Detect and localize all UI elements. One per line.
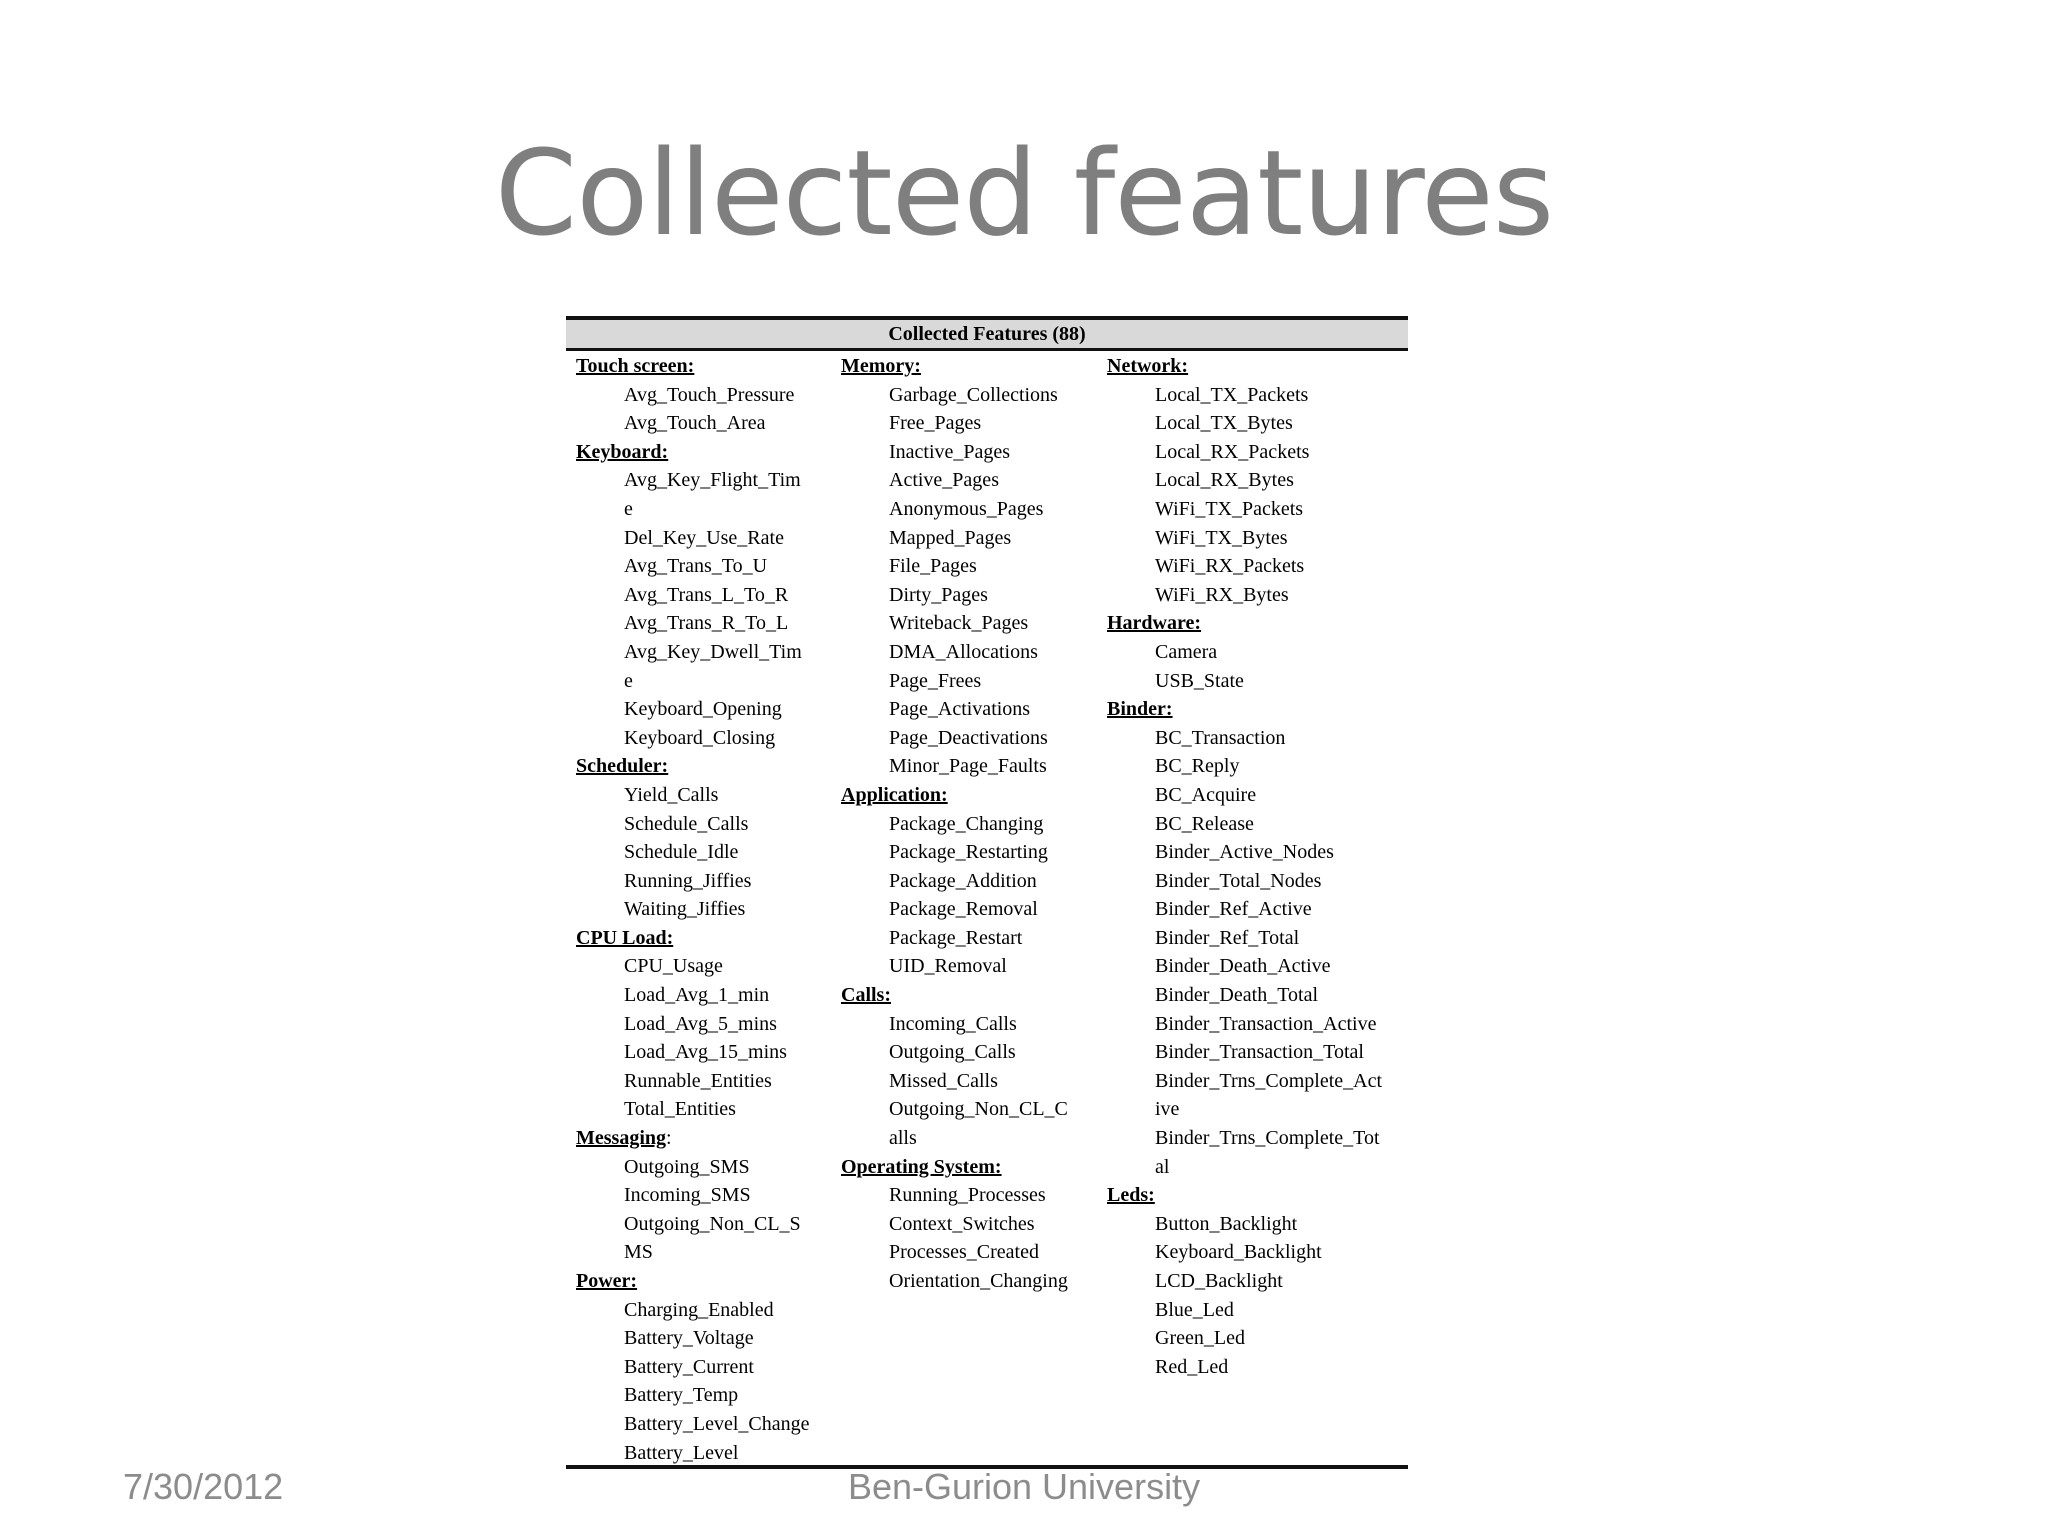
category-heading (841, 352, 1091, 381)
feature-item: Red_Led (1155, 1355, 1229, 1378)
feature-item: Package_Restarting (889, 841, 1048, 864)
feature-item: BC_Acquire (1155, 783, 1257, 806)
feature-item: WiFi_TX_Bytes (1155, 526, 1288, 549)
feature-item: Runnable_Entities (624, 1069, 772, 1092)
feature-item: WiFi_RX_Packets (1155, 555, 1305, 578)
feature-item: Minor_Page_Faults (889, 755, 1047, 778)
feature-item: Avg_Touch_Pressure (624, 383, 795, 406)
feature-item: UID_Removal (889, 955, 1007, 978)
category-heading (576, 752, 826, 781)
category-heading (841, 1153, 1091, 1182)
feature-item: al (1155, 1155, 1170, 1178)
category-label: Hardware: (1107, 612, 1202, 635)
feature-item: Local_RX_Packets (1155, 440, 1310, 463)
feature-item: Load_Avg_1_min (624, 984, 770, 1007)
feature-item: Load_Avg_5_mins (624, 1012, 777, 1035)
feature-item: Package_Removal (889, 898, 1038, 921)
feature-item: Battery_Temp (624, 1384, 739, 1407)
feature-item: e (624, 669, 633, 692)
feature-item: BC_Reply (1155, 755, 1240, 778)
feature-item: Schedule_Idle (624, 841, 739, 864)
feature-item: Battery_Level_Change (624, 1412, 810, 1435)
feature-item: Button_Backlight (1155, 1212, 1298, 1235)
feature-item: Keyboard_Opening (624, 698, 782, 721)
category-label: Messaging (576, 1127, 666, 1150)
category-heading (576, 1267, 826, 1296)
feature-item: Binder_Death_Total (1155, 984, 1318, 1007)
feature-item: Running_Jiffies (624, 869, 752, 892)
feature-item: MS (624, 1241, 653, 1264)
feature-item: Binder_Trns_Complete_Tot (1155, 1127, 1380, 1150)
feature-item: Page_Deactivations (889, 726, 1048, 749)
feature-item: Charging_Enabled (624, 1298, 774, 1321)
feature-item: Context_Switches (889, 1212, 1035, 1235)
feature-item: Yield_Calls (624, 783, 719, 806)
category-heading (1107, 352, 1407, 381)
category-heading (1107, 1181, 1407, 1210)
feature-item: Avg_Touch_Area (624, 412, 766, 435)
category-label: Leds: (1107, 1184, 1155, 1207)
category-label: Network: (1107, 355, 1189, 377)
table-header: Collected Features (88) (566, 316, 1408, 351)
feature-item: File_Pages (889, 555, 977, 578)
feature-item: Active_Pages (889, 469, 999, 492)
feature-item: LCD_Backlight (1155, 1270, 1283, 1292)
feature-item: Local_RX_Bytes (1155, 469, 1294, 492)
category-label: Scheduler: (576, 755, 669, 778)
category-label: Calls: (841, 984, 891, 1007)
feature-item: Orientation_Changing (889, 1270, 1068, 1292)
category-label: Application: (841, 783, 948, 806)
category-heading (576, 1124, 826, 1153)
feature-item: Battery_Current (624, 1355, 754, 1378)
feature-item: Binder_Death_Active (1155, 955, 1331, 978)
feature-item: Package_Changing (889, 812, 1044, 835)
category-heading (841, 781, 1091, 810)
category-label: Memory: (841, 355, 921, 377)
footer-date: 7/30/2012 (123, 1466, 284, 1507)
feature-item: Outgoing_Calls (889, 1041, 1016, 1064)
feature-item: Package_Restart (889, 926, 1023, 949)
feature-item: Local_TX_Bytes (1155, 412, 1293, 435)
feature-item: CPU_Usage (624, 955, 723, 978)
feature-item: Total_Entities (624, 1098, 736, 1121)
category-heading (841, 981, 1091, 1010)
feature-item: Avg_Key_Flight_Tim (624, 469, 801, 492)
feature-item: Binder_Trns_Complete_Act (1155, 1069, 1383, 1092)
feature-item: Mapped_Pages (889, 526, 1012, 549)
feature-item: Battery_Level (624, 1441, 739, 1464)
feature-item: Dirty_Pages (889, 583, 988, 606)
feature-item: Keyboard_Closing (624, 726, 776, 749)
feature-item: Avg_Key_Dwell_Tim (624, 640, 802, 663)
category-label: Keyboard: (576, 440, 669, 463)
feature-item: Avg_Trans_R_To_L (624, 612, 789, 635)
feature-item: Binder_Ref_Total (1155, 926, 1300, 949)
feature-item: Schedule_Calls (624, 812, 749, 835)
feature-item: USB_State (1155, 669, 1244, 692)
feature-item: Load_Avg_15_mins (624, 1041, 787, 1064)
feature-item: Anonymous_Pages (889, 497, 1044, 520)
feature-item: Avg_Trans_To_U (624, 555, 768, 578)
feature-item: Incoming_Calls (889, 1012, 1017, 1035)
feature-item: Running_Processes (889, 1184, 1046, 1207)
category-heading (1107, 695, 1407, 724)
feature-item: BC_Release (1155, 812, 1254, 835)
feature-item: Free_Pages (889, 412, 982, 435)
feature-item: Binder_Transaction_Active (1155, 1012, 1377, 1035)
feature-item: Garbage_Collections (889, 383, 1058, 406)
feature-item: Outgoing_Non_CL_C (889, 1098, 1068, 1121)
feature-item: Battery_Voltage (624, 1327, 754, 1350)
feature-item: Outgoing_Non_CL_S (624, 1212, 801, 1235)
feature-item: Binder_Transaction_Total (1155, 1041, 1364, 1064)
feature-item: Writeback_Pages (889, 612, 1029, 635)
feature-item: Local_TX_Packets (1155, 383, 1309, 406)
feature-item: Missed_Calls (889, 1069, 998, 1092)
slide-title: Collected features (494, 124, 1554, 262)
features-table (566, 316, 1408, 1468)
table-column-2 (841, 352, 1091, 1296)
feature-item: BC_Transaction (1155, 726, 1286, 749)
feature-item: Page_Frees (889, 669, 982, 692)
category-label: Operating System: (841, 1155, 1002, 1178)
category-heading (576, 438, 826, 467)
feature-item: Page_Activations (889, 698, 1031, 721)
feature-item: Blue_Led (1155, 1298, 1234, 1321)
feature-item: DMA_Allocations (889, 640, 1038, 663)
feature-item: Binder_Active_Nodes (1155, 841, 1334, 864)
feature-item: WiFi_RX_Bytes (1155, 583, 1289, 606)
feature-item: Outgoing_SMS (624, 1155, 750, 1178)
feature-item: Processes_Created (889, 1241, 1039, 1264)
category-heading (576, 352, 826, 381)
category-label: Power: (576, 1270, 638, 1292)
feature-item: Incoming_SMS (624, 1184, 751, 1207)
table-column-3 (1107, 352, 1407, 1381)
feature-item: Package_Addition (889, 869, 1037, 892)
feature-item: Camera (1155, 640, 1218, 663)
category-label: CPU Load: (576, 926, 674, 949)
category-suffix: : (666, 1127, 672, 1150)
feature-item: Waiting_Jiffies (624, 898, 746, 921)
category-label: Touch screen: (576, 355, 695, 377)
feature-item: e (624, 497, 633, 520)
feature-item: Avg_Trans_L_To_R (624, 583, 789, 606)
feature-item: Inactive_Pages (889, 440, 1011, 463)
footer-institution: Ben-Gurion University (847, 1466, 1201, 1507)
category-heading (1107, 609, 1407, 638)
feature-item: Keyboard_Backlight (1155, 1241, 1322, 1264)
table-column-1 (576, 352, 826, 1467)
feature-item: Del_Key_Use_Rate (624, 526, 784, 549)
feature-item: alls (889, 1127, 917, 1150)
feature-item: Binder_Total_Nodes (1155, 869, 1322, 892)
feature-item: Binder_Ref_Active (1155, 898, 1312, 921)
category-heading (576, 924, 826, 953)
feature-item: Green_Led (1155, 1327, 1245, 1350)
category-label: Binder: (1107, 698, 1173, 721)
feature-item: WiFi_TX_Packets (1155, 497, 1304, 520)
feature-item: ive (1155, 1098, 1180, 1121)
